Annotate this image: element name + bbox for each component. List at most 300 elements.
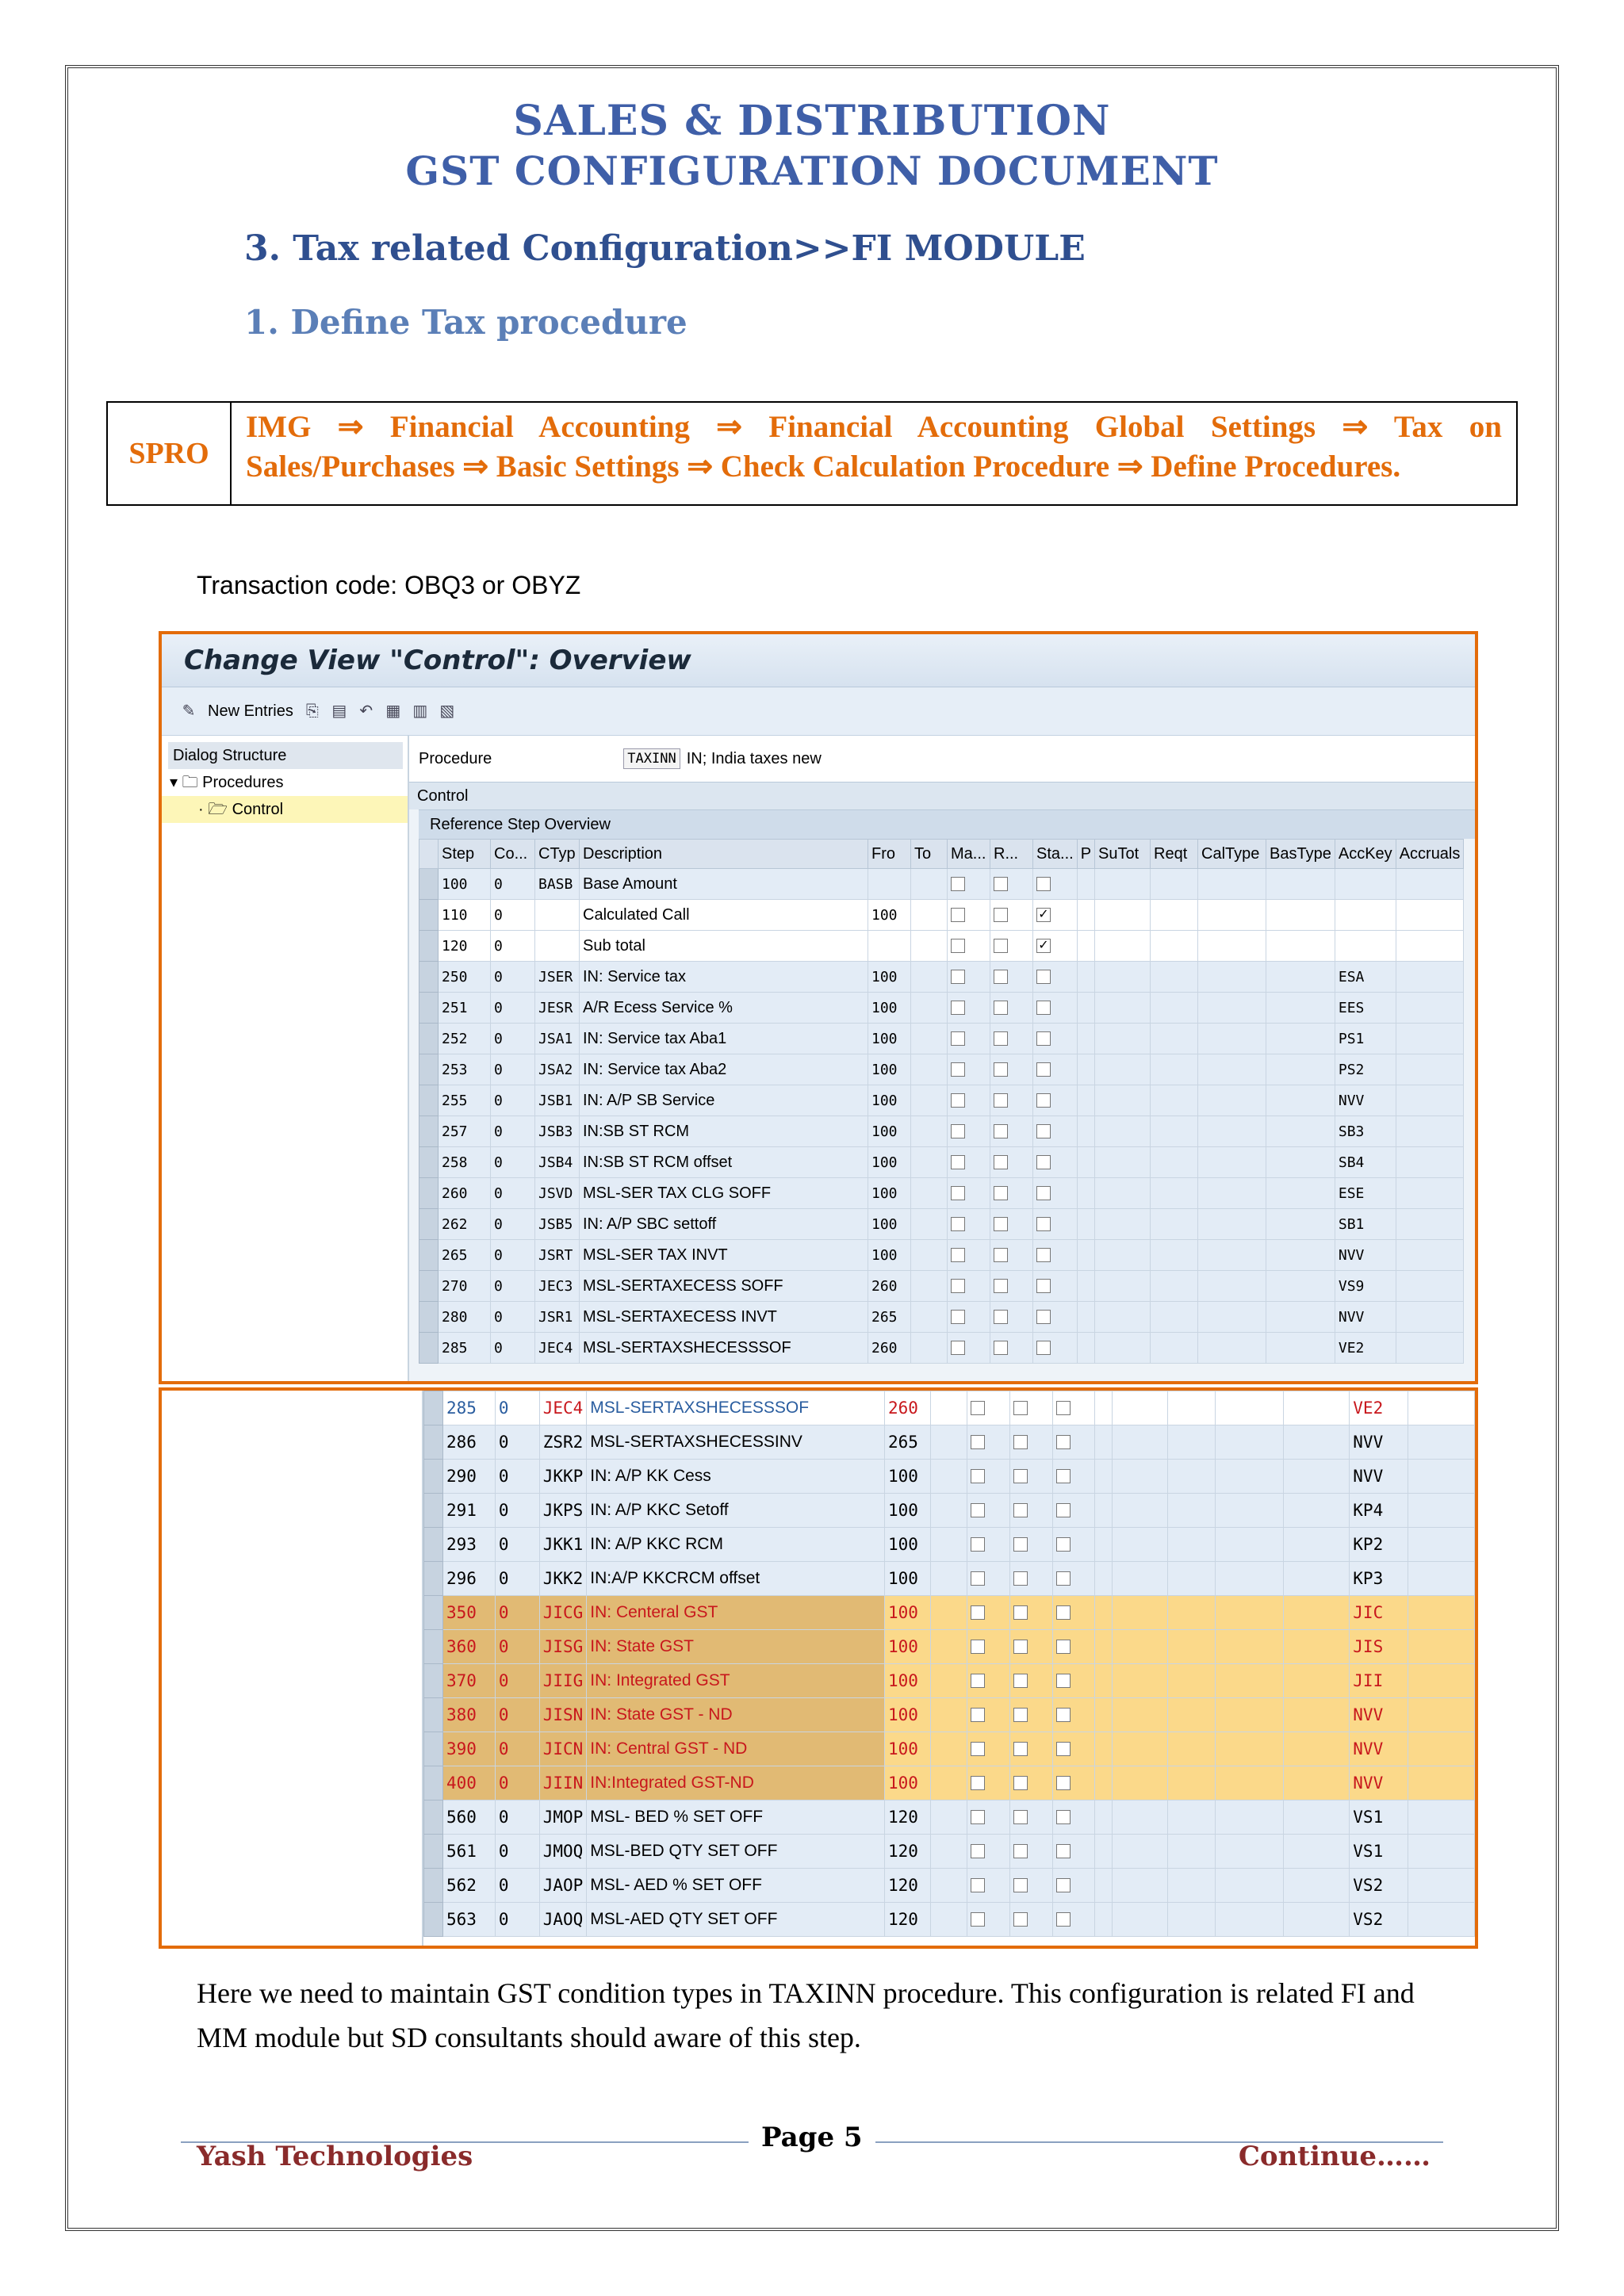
requirement-cell[interactable]	[1168, 1460, 1216, 1494]
required-checkbox[interactable]	[1013, 1640, 1028, 1654]
table-row[interactable]	[424, 1732, 1475, 1766]
calc-type-cell[interactable]	[1198, 1116, 1266, 1147]
row-selector[interactable]	[424, 1562, 443, 1596]
subtotal-cell[interactable]	[1113, 1562, 1168, 1596]
account-key-cell[interactable]: KP3	[1350, 1562, 1408, 1596]
counter-cell[interactable]: 0	[491, 1116, 535, 1147]
base-type-cell[interactable]	[1283, 1869, 1350, 1903]
from-step-cell[interactable]: 100	[884, 1460, 930, 1494]
counter-cell[interactable]: 0	[491, 931, 535, 962]
description-cell[interactable]: MSL-SERTAXSHECESSINV	[587, 1425, 885, 1460]
step-cell[interactable]: 390	[442, 1732, 495, 1766]
statistical-checkbox[interactable]	[1036, 1093, 1051, 1108]
calc-type-cell[interactable]	[1198, 931, 1266, 962]
subtotal-cell[interactable]	[1095, 1178, 1151, 1209]
row-selector[interactable]	[419, 1024, 439, 1054]
row-selector[interactable]	[419, 1333, 439, 1364]
manual-checkbox[interactable]	[971, 1742, 985, 1756]
subtotal-cell[interactable]	[1113, 1732, 1168, 1766]
required-checkbox[interactable]	[1013, 1708, 1028, 1722]
step-cell[interactable]: 400	[442, 1766, 495, 1800]
table-row[interactable]	[419, 1147, 1464, 1178]
condition-type-cell[interactable]: JAOQ	[539, 1903, 587, 1937]
column-header-3[interactable]: Description	[580, 840, 868, 869]
account-key-cell[interactable]: JII	[1350, 1664, 1408, 1698]
print-cell[interactable]	[1095, 1732, 1113, 1766]
description-cell[interactable]: MSL-BED QTY SET OFF	[587, 1835, 885, 1869]
description-cell[interactable]: MSL-SERTAXECESS SOFF	[580, 1271, 868, 1302]
subtotal-cell[interactable]	[1113, 1835, 1168, 1869]
account-key-cell[interactable]: SB4	[1335, 1147, 1396, 1178]
description-cell[interactable]: MSL-SER TAX CLG SOFF	[580, 1178, 868, 1209]
row-selector[interactable]	[419, 1240, 439, 1271]
condition-type-cell[interactable]: JSB1	[535, 1085, 580, 1116]
condition-type-cell[interactable]: JSA2	[535, 1054, 580, 1085]
column-header-13[interactable]: BasType	[1266, 840, 1335, 869]
account-key-cell[interactable]: PS1	[1335, 1024, 1396, 1054]
required-checkbox[interactable]	[1013, 1605, 1028, 1620]
required-checkbox[interactable]	[994, 1031, 1008, 1046]
from-step-cell[interactable]: 100	[868, 993, 911, 1024]
to-step-cell[interactable]	[930, 1698, 967, 1732]
statistical-checkbox[interactable]	[1036, 970, 1051, 984]
subtotal-cell[interactable]	[1113, 1460, 1168, 1494]
statistical-checkbox[interactable]	[1056, 1503, 1071, 1517]
description-cell[interactable]: IN:A/P KKCRCM offset	[587, 1562, 885, 1596]
accruals-cell[interactable]	[1396, 869, 1464, 900]
subtotal-cell[interactable]	[1113, 1596, 1168, 1630]
base-type-cell[interactable]	[1283, 1698, 1350, 1732]
column-header-4[interactable]: Fro	[868, 840, 911, 869]
counter-cell[interactable]: 0	[495, 1903, 539, 1937]
step-cell[interactable]: 296	[442, 1562, 495, 1596]
accruals-cell[interactable]	[1396, 931, 1464, 962]
calc-type-cell[interactable]	[1215, 1391, 1283, 1425]
calc-type-cell[interactable]	[1198, 1209, 1266, 1240]
account-key-cell[interactable]: NVV	[1350, 1766, 1408, 1800]
statistical-checkbox[interactable]	[1056, 1571, 1071, 1586]
print-cell[interactable]	[1095, 1528, 1113, 1562]
requirement-cell[interactable]	[1151, 1271, 1198, 1302]
subtotal-cell[interactable]	[1095, 1024, 1151, 1054]
to-step-cell[interactable]	[911, 1054, 948, 1085]
from-step-cell[interactable]: 100	[884, 1528, 930, 1562]
requirement-cell[interactable]	[1151, 993, 1198, 1024]
print-cell[interactable]	[1077, 962, 1094, 993]
row-selector[interactable]	[424, 1732, 443, 1766]
print-cell[interactable]	[1077, 1085, 1094, 1116]
row-selector[interactable]	[419, 1054, 439, 1085]
required-checkbox[interactable]	[994, 1341, 1008, 1355]
to-step-cell[interactable]	[930, 1425, 967, 1460]
from-step-cell[interactable]: 100	[868, 900, 911, 931]
from-step-cell[interactable]: 120	[884, 1835, 930, 1869]
accruals-cell[interactable]	[1396, 1209, 1464, 1240]
required-checkbox[interactable]	[1013, 1742, 1028, 1756]
table-row[interactable]	[424, 1869, 1475, 1903]
print-cell[interactable]	[1077, 1116, 1094, 1147]
statistical-checkbox[interactable]	[1036, 1001, 1051, 1015]
requirement-cell[interactable]	[1151, 1054, 1198, 1085]
manual-checkbox[interactable]	[971, 1708, 985, 1722]
subtotal-cell[interactable]	[1095, 900, 1151, 931]
statistical-checkbox[interactable]	[1036, 1124, 1051, 1138]
from-step-cell[interactable]: 100	[884, 1596, 930, 1630]
counter-cell[interactable]: 0	[495, 1630, 539, 1664]
counter-cell[interactable]: 0	[491, 1302, 535, 1333]
column-header-14[interactable]: AccKey	[1335, 840, 1396, 869]
accruals-cell[interactable]	[1408, 1903, 1475, 1937]
account-key-cell[interactable]: KP2	[1350, 1528, 1408, 1562]
requirement-cell[interactable]	[1168, 1664, 1216, 1698]
table-row[interactable]	[419, 1271, 1464, 1302]
print-cell[interactable]	[1077, 993, 1094, 1024]
print-cell[interactable]	[1095, 1425, 1113, 1460]
to-step-cell[interactable]	[930, 1460, 967, 1494]
print-cell[interactable]	[1095, 1596, 1113, 1630]
statistical-checkbox[interactable]	[1056, 1776, 1071, 1790]
description-cell[interactable]: A/R Ecess Service %	[580, 993, 868, 1024]
calc-type-cell[interactable]	[1198, 1054, 1266, 1085]
step-cell[interactable]: 380	[442, 1698, 495, 1732]
counter-cell[interactable]: 0	[491, 1054, 535, 1085]
expand-arrow-icon[interactable]: ▾	[170, 774, 178, 791]
from-step-cell[interactable]: 100	[868, 1054, 911, 1085]
to-step-cell[interactable]	[930, 1903, 967, 1937]
step-cell[interactable]: 257	[439, 1116, 491, 1147]
subtotal-cell[interactable]	[1113, 1494, 1168, 1528]
condition-type-cell[interactable]: JIIN	[539, 1766, 587, 1800]
calc-type-cell[interactable]	[1215, 1562, 1283, 1596]
from-step-cell[interactable]: 100	[868, 1209, 911, 1240]
accruals-cell[interactable]	[1396, 1240, 1464, 1271]
row-selector[interactable]	[424, 1630, 443, 1664]
from-step-cell[interactable]: 100	[868, 962, 911, 993]
calc-type-cell[interactable]	[1215, 1596, 1283, 1630]
manual-checkbox[interactable]	[951, 1001, 965, 1015]
statistical-checkbox[interactable]: ✓	[1036, 908, 1051, 922]
counter-cell[interactable]: 0	[495, 1664, 539, 1698]
calc-type-cell[interactable]	[1215, 1494, 1283, 1528]
base-type-cell[interactable]	[1266, 1240, 1335, 1271]
requirement-cell[interactable]	[1151, 962, 1198, 993]
description-cell[interactable]: MSL-SERTAXECESS INVT	[580, 1302, 868, 1333]
step-cell[interactable]: 562	[442, 1869, 495, 1903]
calc-type-cell[interactable]	[1215, 1630, 1283, 1664]
base-type-cell[interactable]	[1266, 869, 1335, 900]
column-header-8[interactable]: Sta...	[1033, 840, 1078, 869]
base-type-cell[interactable]	[1266, 1085, 1335, 1116]
required-checkbox[interactable]	[994, 1217, 1008, 1231]
from-step-cell[interactable]: 260	[868, 1333, 911, 1364]
table-row[interactable]	[419, 962, 1464, 993]
statistical-checkbox[interactable]	[1036, 1341, 1051, 1355]
step-cell[interactable]: 280	[439, 1302, 491, 1333]
manual-checkbox[interactable]	[951, 970, 965, 984]
to-step-cell[interactable]	[911, 1271, 948, 1302]
account-key-cell[interactable]: NVV	[1335, 1302, 1396, 1333]
step-cell[interactable]: 290	[442, 1460, 495, 1494]
subtotal-cell[interactable]	[1113, 1630, 1168, 1664]
base-type-cell[interactable]	[1266, 993, 1335, 1024]
row-selector[interactable]	[424, 1391, 443, 1425]
account-key-cell[interactable]: KP4	[1350, 1494, 1408, 1528]
row-selector[interactable]	[419, 1271, 439, 1302]
statistical-checkbox[interactable]	[1036, 877, 1051, 891]
table-row[interactable]	[424, 1460, 1475, 1494]
condition-type-cell[interactable]: JSB3	[535, 1116, 580, 1147]
manual-checkbox[interactable]	[971, 1605, 985, 1620]
account-key-cell[interactable]: VS2	[1350, 1903, 1408, 1937]
base-type-cell[interactable]	[1266, 1054, 1335, 1085]
to-step-cell[interactable]	[930, 1800, 967, 1835]
condition-type-cell[interactable]: JMOQ	[539, 1835, 587, 1869]
from-step-cell[interactable]	[868, 869, 911, 900]
to-step-cell[interactable]	[911, 1302, 948, 1333]
to-step-cell[interactable]	[930, 1835, 967, 1869]
print-cell[interactable]	[1077, 931, 1094, 962]
column-header-12[interactable]: CalType	[1198, 840, 1266, 869]
base-type-cell[interactable]	[1283, 1494, 1350, 1528]
calc-type-cell[interactable]	[1198, 993, 1266, 1024]
description-cell[interactable]: IN: A/P KK Cess	[587, 1460, 885, 1494]
counter-cell[interactable]: 0	[495, 1766, 539, 1800]
row-selector[interactable]	[424, 1869, 443, 1903]
condition-type-cell[interactable]	[535, 900, 580, 931]
base-type-cell[interactable]	[1266, 962, 1335, 993]
required-checkbox[interactable]	[994, 1062, 1008, 1077]
requirement-cell[interactable]	[1168, 1630, 1216, 1664]
table-row[interactable]	[419, 993, 1464, 1024]
statistical-checkbox[interactable]	[1056, 1810, 1071, 1824]
table-row[interactable]	[419, 1302, 1464, 1333]
to-step-cell[interactable]	[930, 1494, 967, 1528]
row-selector[interactable]	[424, 1698, 443, 1732]
requirement-cell[interactable]	[1168, 1766, 1216, 1800]
condition-type-cell[interactable]: JKPS	[539, 1494, 587, 1528]
step-cell[interactable]: 291	[442, 1494, 495, 1528]
row-selector[interactable]	[419, 931, 439, 962]
step-cell[interactable]: 252	[439, 1024, 491, 1054]
calc-type-cell[interactable]	[1215, 1528, 1283, 1562]
statistical-checkbox[interactable]	[1056, 1605, 1071, 1620]
statistical-checkbox[interactable]	[1056, 1537, 1071, 1552]
base-type-cell[interactable]	[1266, 1209, 1335, 1240]
row-selector[interactable]	[419, 1085, 439, 1116]
base-type-cell[interactable]	[1283, 1903, 1350, 1937]
print-cell[interactable]	[1077, 1209, 1094, 1240]
manual-checkbox[interactable]	[951, 1031, 965, 1046]
counter-cell[interactable]: 0	[495, 1460, 539, 1494]
print-cell[interactable]	[1077, 1178, 1094, 1209]
counter-cell[interactable]: 0	[495, 1835, 539, 1869]
manual-checkbox[interactable]	[951, 1124, 965, 1138]
step-cell[interactable]: 285	[442, 1391, 495, 1425]
accruals-cell[interactable]	[1396, 993, 1464, 1024]
counter-cell[interactable]: 0	[491, 1178, 535, 1209]
from-step-cell[interactable]: 100	[868, 1147, 911, 1178]
counter-cell[interactable]: 0	[491, 1147, 535, 1178]
requirement-cell[interactable]	[1151, 1085, 1198, 1116]
account-key-cell[interactable]: NVV	[1350, 1698, 1408, 1732]
manual-checkbox[interactable]	[951, 1062, 965, 1077]
subtotal-cell[interactable]	[1113, 1903, 1168, 1937]
account-key-cell[interactable]: EES	[1335, 993, 1396, 1024]
step-cell[interactable]: 293	[442, 1528, 495, 1562]
calc-type-cell[interactable]	[1198, 962, 1266, 993]
accruals-cell[interactable]	[1396, 1024, 1464, 1054]
condition-type-cell[interactable]: JSVD	[535, 1178, 580, 1209]
account-key-cell[interactable]: SB1	[1335, 1209, 1396, 1240]
required-checkbox[interactable]	[1013, 1776, 1028, 1790]
calc-type-cell[interactable]	[1198, 1085, 1266, 1116]
required-checkbox[interactable]	[1013, 1401, 1028, 1415]
condition-type-cell[interactable]: ZSR2	[539, 1425, 587, 1460]
table-row[interactable]	[419, 900, 1464, 931]
description-cell[interactable]: MSL-SERTAXSHECESSSOF	[580, 1333, 868, 1364]
counter-cell[interactable]: 0	[491, 1240, 535, 1271]
required-checkbox[interactable]	[994, 1001, 1008, 1015]
description-cell[interactable]: MSL-AED QTY SET OFF	[587, 1903, 885, 1937]
counter-cell[interactable]: 0	[491, 869, 535, 900]
table-row[interactable]	[424, 1698, 1475, 1732]
base-type-cell[interactable]	[1283, 1562, 1350, 1596]
condition-type-cell[interactable]: JSB4	[535, 1147, 580, 1178]
print-cell[interactable]	[1095, 1698, 1113, 1732]
from-step-cell[interactable]: 100	[884, 1562, 930, 1596]
row-selector[interactable]	[424, 1425, 443, 1460]
print-cell[interactable]	[1077, 1240, 1094, 1271]
counter-cell[interactable]: 0	[495, 1494, 539, 1528]
base-type-cell[interactable]	[1283, 1732, 1350, 1766]
description-cell[interactable]: MSL- BED % SET OFF	[587, 1800, 885, 1835]
table-row[interactable]	[419, 1209, 1464, 1240]
condition-type-cell[interactable]: JEC4	[539, 1391, 587, 1425]
description-cell[interactable]: MSL- AED % SET OFF	[587, 1869, 885, 1903]
print-cell[interactable]	[1095, 1562, 1113, 1596]
to-step-cell[interactable]	[911, 962, 948, 993]
row-selector[interactable]	[419, 869, 439, 900]
manual-checkbox[interactable]	[971, 1912, 985, 1927]
subtotal-cell[interactable]	[1095, 1054, 1151, 1085]
base-type-cell[interactable]	[1266, 1333, 1335, 1364]
to-step-cell[interactable]	[911, 1024, 948, 1054]
condition-type-cell[interactable]: JKKP	[539, 1460, 587, 1494]
calc-type-cell[interactable]	[1215, 1698, 1283, 1732]
accruals-cell[interactable]	[1408, 1391, 1475, 1425]
accruals-cell[interactable]	[1408, 1698, 1475, 1732]
calc-type-cell[interactable]	[1215, 1869, 1283, 1903]
manual-checkbox[interactable]	[971, 1401, 985, 1415]
to-step-cell[interactable]	[911, 1085, 948, 1116]
account-key-cell[interactable]: NVV	[1335, 1085, 1396, 1116]
from-step-cell[interactable]: 120	[884, 1903, 930, 1937]
statistical-checkbox[interactable]	[1056, 1469, 1071, 1483]
to-step-cell[interactable]	[911, 1147, 948, 1178]
to-step-cell[interactable]	[930, 1664, 967, 1698]
counter-cell[interactable]: 0	[495, 1391, 539, 1425]
from-step-cell[interactable]: 100	[884, 1732, 930, 1766]
from-step-cell[interactable]: 100	[868, 1085, 911, 1116]
requirement-cell[interactable]	[1168, 1869, 1216, 1903]
statistical-checkbox[interactable]	[1056, 1878, 1071, 1892]
step-cell[interactable]: 120	[439, 931, 491, 962]
calc-type-cell[interactable]	[1198, 1302, 1266, 1333]
tree-node-control[interactable]	[162, 796, 408, 823]
statistical-checkbox[interactable]: ✓	[1036, 939, 1051, 953]
glasses-icon[interactable]: ✎	[182, 702, 196, 720]
subtotal-cell[interactable]	[1095, 931, 1151, 962]
column-header-11[interactable]: Reqt	[1151, 840, 1198, 869]
copy-icon[interactable]: ⎘	[305, 702, 319, 720]
print-cell[interactable]	[1095, 1903, 1113, 1937]
table-row[interactable]	[424, 1391, 1475, 1425]
print-cell[interactable]	[1095, 1391, 1113, 1425]
print-cell[interactable]	[1077, 1054, 1094, 1085]
calc-type-cell[interactable]	[1198, 900, 1266, 931]
from-step-cell[interactable]: 100	[884, 1766, 930, 1800]
subtotal-cell[interactable]	[1113, 1800, 1168, 1835]
counter-cell[interactable]: 0	[491, 993, 535, 1024]
from-step-cell[interactable]: 100	[884, 1494, 930, 1528]
row-selector[interactable]	[419, 993, 439, 1024]
required-checkbox[interactable]	[1013, 1435, 1028, 1449]
required-checkbox[interactable]	[1013, 1878, 1028, 1892]
select-all-icon[interactable]: ▦	[385, 702, 401, 720]
condition-type-cell[interactable]: JICG	[539, 1596, 587, 1630]
requirement-cell[interactable]	[1151, 1333, 1198, 1364]
column-header-0[interactable]: Step	[439, 840, 491, 869]
step-cell[interactable]: 262	[439, 1209, 491, 1240]
to-step-cell[interactable]	[930, 1766, 967, 1800]
accruals-cell[interactable]	[1396, 1302, 1464, 1333]
to-step-cell[interactable]	[930, 1562, 967, 1596]
manual-checkbox[interactable]	[951, 1217, 965, 1231]
accruals-cell[interactable]	[1396, 1178, 1464, 1209]
accruals-cell[interactable]	[1408, 1869, 1475, 1903]
from-step-cell[interactable]: 100	[868, 1178, 911, 1209]
manual-checkbox[interactable]	[971, 1435, 985, 1449]
print-cell[interactable]	[1095, 1630, 1113, 1664]
accruals-cell[interactable]	[1408, 1800, 1475, 1835]
step-cell[interactable]: 250	[439, 962, 491, 993]
counter-cell[interactable]: 0	[491, 1085, 535, 1116]
from-step-cell[interactable]: 120	[884, 1869, 930, 1903]
counter-cell[interactable]: 0	[491, 1333, 535, 1364]
manual-checkbox[interactable]	[971, 1844, 985, 1858]
base-type-cell[interactable]	[1283, 1835, 1350, 1869]
statistical-checkbox[interactable]	[1036, 1248, 1051, 1262]
print-cell[interactable]	[1077, 1302, 1094, 1333]
calc-type-cell[interactable]	[1198, 1271, 1266, 1302]
statistical-checkbox[interactable]	[1036, 1186, 1051, 1200]
base-type-cell[interactable]	[1266, 1178, 1335, 1209]
condition-type-cell[interactable]: JSER	[535, 962, 580, 993]
from-step-cell[interactable]: 100	[868, 1240, 911, 1271]
statistical-checkbox[interactable]	[1036, 1155, 1051, 1169]
subtotal-cell[interactable]	[1113, 1869, 1168, 1903]
accruals-cell[interactable]	[1396, 1271, 1464, 1302]
counter-cell[interactable]: 0	[495, 1800, 539, 1835]
condition-type-cell[interactable]: JKK2	[539, 1562, 587, 1596]
print-cell[interactable]	[1095, 1766, 1113, 1800]
accruals-cell[interactable]	[1408, 1630, 1475, 1664]
condition-type-cell[interactable]: JKK1	[539, 1528, 587, 1562]
requirement-cell[interactable]	[1168, 1835, 1216, 1869]
row-selector[interactable]	[424, 1528, 443, 1562]
step-cell[interactable]: 285	[439, 1333, 491, 1364]
base-type-cell[interactable]	[1266, 1024, 1335, 1054]
